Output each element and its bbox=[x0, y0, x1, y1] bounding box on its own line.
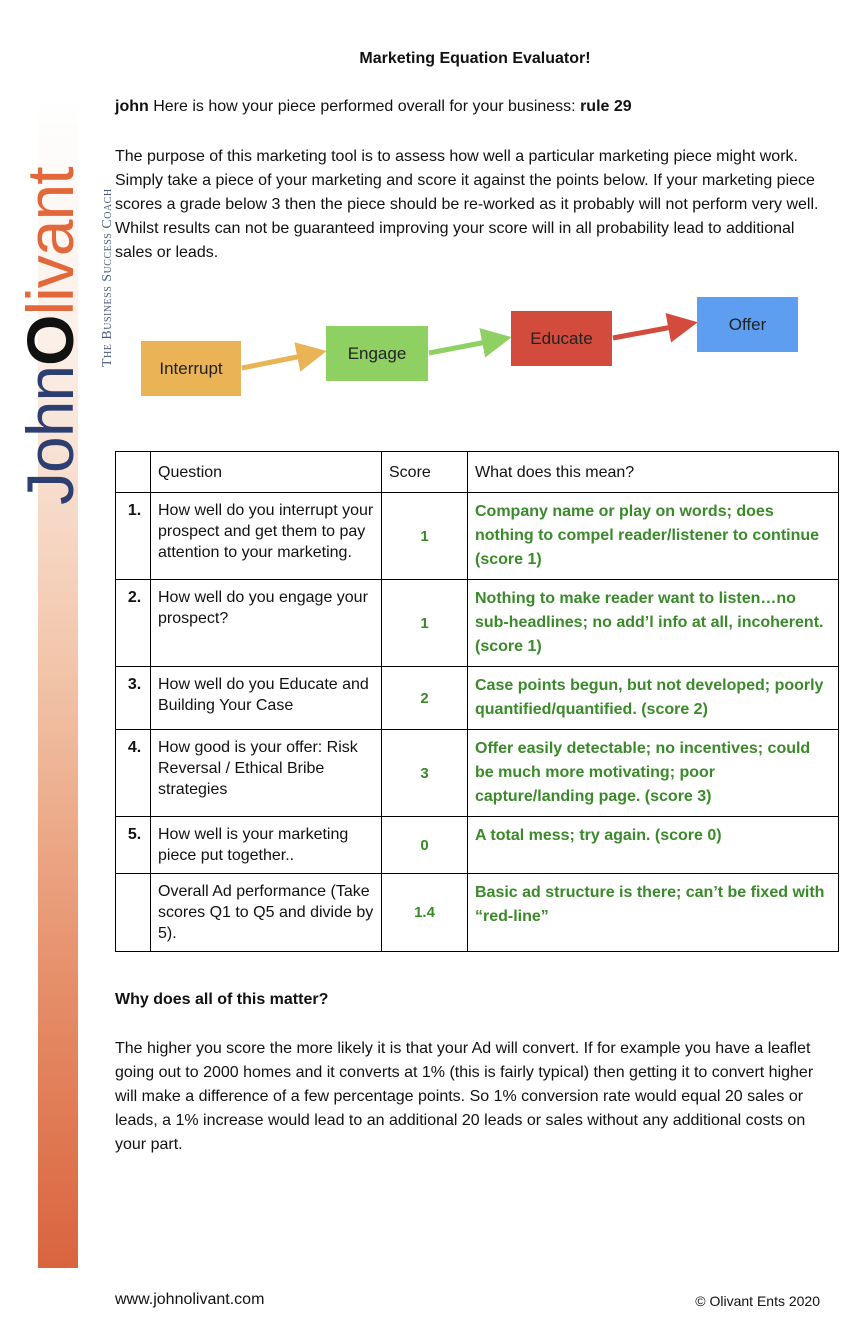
flow-step-interrupt: Interrupt bbox=[141, 341, 241, 396]
row-number bbox=[116, 874, 151, 952]
row-meaning: Offer easily detectable; no incentives; could be much more motivating; poor capture/landing page. (score 3) bbox=[468, 730, 839, 817]
flow-step-offer: Offer bbox=[697, 297, 798, 352]
arrow-interrupt-engage bbox=[242, 354, 312, 368]
table-header-row bbox=[116, 452, 839, 493]
intro-text: Here is how your piece performed overall for your business: bbox=[148, 98, 581, 115]
table-row bbox=[116, 580, 839, 667]
row-score: 3 bbox=[382, 730, 468, 817]
brand-logo bbox=[13, 75, 115, 505]
logo-livant: livant bbox=[13, 167, 87, 316]
row-number: 4. bbox=[116, 730, 151, 817]
row-question: How well do you Educate and Building Your Case bbox=[151, 667, 382, 730]
flow-step-educate: Educate bbox=[511, 311, 612, 366]
table-row bbox=[116, 667, 839, 730]
row-score: 1 bbox=[382, 493, 468, 580]
why-heading: Why does all of this matter? bbox=[115, 991, 329, 1008]
logo-john: John bbox=[13, 365, 87, 505]
evaluation-table bbox=[115, 451, 839, 952]
intro-rule: rule 29 bbox=[580, 98, 632, 115]
row-number: 1. bbox=[116, 493, 151, 580]
row-meaning: Company name or play on words; does nothing to compel reader/listener to continue (score 1) bbox=[468, 493, 839, 580]
row-score: 1 bbox=[382, 580, 468, 667]
row-meaning: Case points begun, but not developed; poorly quantified/quantified. (score 2) bbox=[468, 667, 839, 730]
row-meaning: Nothing to make reader want to listen…no sub-headlines; no add’l info at all, incoherent. (score 1) bbox=[468, 580, 839, 667]
marketing-flow-diagram bbox=[130, 290, 820, 410]
page-title: Marketing Equation Evaluator! bbox=[359, 50, 591, 67]
row-question: How well do you interrupt your prospect and get them to pay attention to your marketing. bbox=[151, 493, 382, 580]
header-meaning: What does this mean? bbox=[468, 452, 839, 493]
header-number bbox=[116, 452, 151, 493]
row-number: 2. bbox=[116, 580, 151, 667]
header-question: Question bbox=[151, 452, 382, 493]
row-score: 1.4 bbox=[382, 874, 468, 952]
row-question: Overall Ad performance (Take scores Q1 to Q5 and divide by 5). bbox=[151, 874, 382, 952]
header-score: Score bbox=[382, 452, 468, 493]
logo-o: O bbox=[13, 315, 87, 366]
table-row bbox=[116, 493, 839, 580]
row-score: 0 bbox=[382, 817, 468, 874]
arrow-engage-educate bbox=[429, 340, 497, 353]
row-question: How well is your marketing piece put together.. bbox=[151, 817, 382, 874]
intro-name: john bbox=[115, 98, 149, 115]
footer-copyright: © Olivant Ents 2020 bbox=[695, 1293, 820, 1309]
row-number: 5. bbox=[116, 817, 151, 874]
row-number: 3. bbox=[116, 667, 151, 730]
row-question: How good is your offer: Risk Reversal / Ethical Bribe strategies bbox=[151, 730, 382, 817]
logo-wordmark bbox=[13, 167, 87, 505]
footer-website-link[interactable]: www.johnolivant.com bbox=[115, 1291, 265, 1308]
logo-tagline: The Business Success Coach bbox=[100, 188, 115, 367]
row-meaning: A total mess; try again. (score 0) bbox=[468, 817, 839, 874]
table-row-overall bbox=[116, 874, 839, 952]
flow-step-engage: Engage bbox=[326, 326, 428, 381]
purpose-paragraph: The purpose of this marketing tool is to assess how well a particular marketing piece might work. Simply take a piece of your marketing and score it against the points below. If your marketing piece scores a grade below 3 then the piece should be re-worked as it probably will not perform very well. Whilst results can not be guaranteed improving your score will in all probability lead to additional sales or leads. bbox=[115, 148, 819, 261]
table-row bbox=[116, 730, 839, 817]
arrow-educate-offer bbox=[613, 325, 683, 338]
row-meaning: Basic ad structure is there; can’t be fixed with “red-line” bbox=[468, 874, 839, 952]
table-row bbox=[116, 817, 839, 874]
explanation-paragraph: The higher you score the more likely it is that your Ad will convert. If for example you have a leaflet going out to 2000 homes and it converts at 1% (this is fairly typical) then getting it to convert higher will make a difference of a few percentage points. So 1% conversion rate would equal 20 sales or leads, a 1% increase would lead to an additional 20 leads or sales without any additional costs on your part. bbox=[115, 1040, 814, 1153]
row-score: 2 bbox=[382, 667, 468, 730]
row-question: How well do you engage your prospect? bbox=[151, 580, 382, 667]
intro-line bbox=[115, 98, 835, 116]
